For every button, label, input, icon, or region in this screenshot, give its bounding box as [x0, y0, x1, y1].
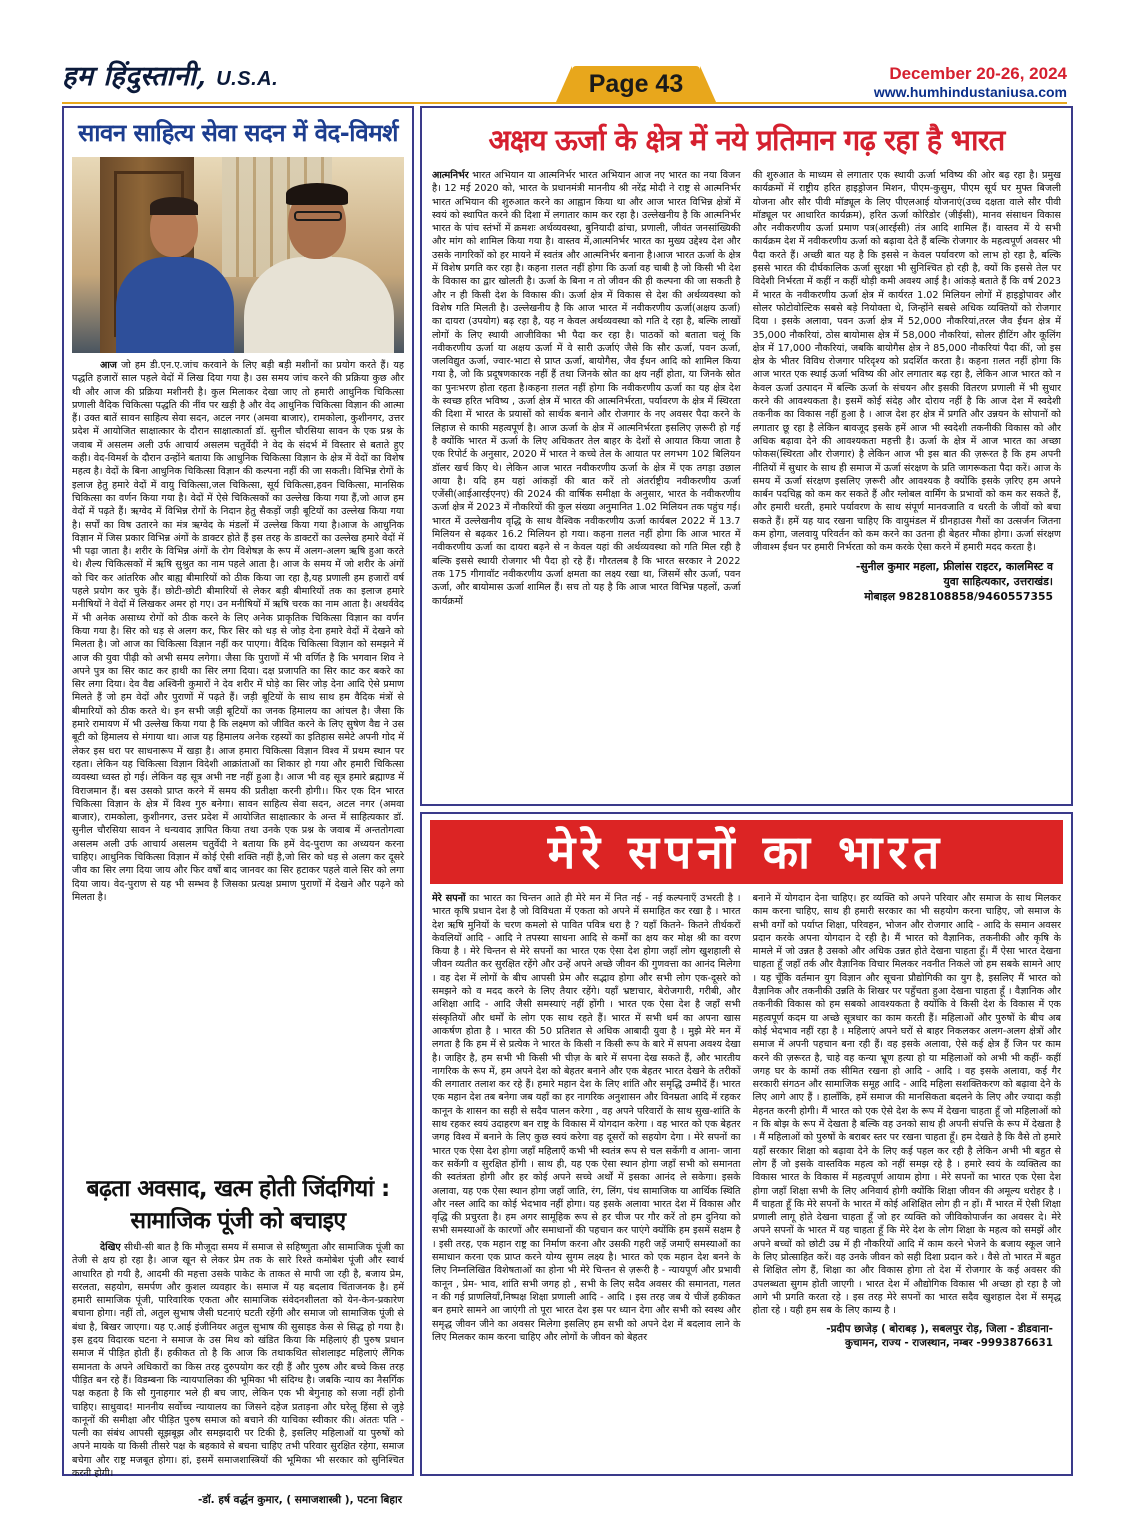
interview-photo: [72, 157, 404, 353]
issue-date: December 20-26, 2024: [889, 64, 1067, 83]
newspaper-name: हम हिंदुस्तानी,: [62, 61, 207, 92]
dream-india-article: [420, 812, 1073, 1476]
author-byline: [753, 559, 1062, 604]
article-headline-veda: सावन साहित्य सेवा सदन में वेद-विमर्श: [78, 119, 398, 147]
person-left-figure: [116, 199, 234, 353]
author-name-line: -प्रदीप छाजेड़ ( बोराबड़ ), सबलपुर रोड़, जिला - डीडवाना-: [826, 1322, 1053, 1335]
article-column-2: [753, 892, 1062, 1456]
person-right-figure: [244, 187, 394, 353]
article-column-1: [432, 892, 741, 1456]
article-columns: [422, 169, 1071, 769]
article-body-social-capital: [64, 1241, 412, 1487]
author-address-line: कुचामन, राज्य - राजस्थान, नम्बर -9993876631: [845, 1336, 1053, 1349]
article-body-veda: [64, 353, 412, 1165]
author-byline: -डॉ. हर्ष वर्द्धन कुमार, ( समाजशास्त्री ), पटना बिहार: [197, 1494, 402, 1506]
author-role-line: युवा साहित्यकार, उत्तराखंड।: [943, 574, 1053, 588]
left-column: [62, 106, 414, 1506]
article-columns: [422, 892, 1071, 1456]
article-text: की शुरुआत के माध्यम से लगातार एक स्थायी ऊर्जा भविष्य की ओर बढ़ रहा है। प्रमुख कार्यक्रमों में राष्ट्रीय हरित हाइड्रोजन मिशन, पीएम-कुसुम, पीएम सूर्य घर मुफ्त बिजली योजना और सौर पीवी मॉड्यूल के लिए पीएलआई योजनाएं(उच्च दक्षता वाले सौर पीवी मॉड्यूल पर आधारित कार्यक्रम), हरित ऊर्जा कोरिडोर (जीईसी), मानव संसाधन विकास और नवीकरणीय ऊर्जा प्रमाण पत्र(आरईसी) तंत्र आदि शामिल हैं। वास्तव में ये सभी कार्यक्रम देश में नवीकरणीय ऊर्जा को बढ़ावा देते हैं बल्कि रोजगार के महत्वपूर्ण अवसर भी पैदा करते हैं। अच्छी बात यह है कि इससे न केवल पर्यावरण को लाभ हो रहा है, बल्कि इससे भारत की दीर्घकालिक ऊर्जा सुरक्षा भी सुनिश्चित हो रही है, क्यों कि इससे तेल पर विदेशी निर्भरता में कहीं न कहीं थोड़ी कमी अवश्य आई है। आंकड़े बताते हैं कि वर्ष 2023 में भारत के नवीकरणीय ऊर्जा क्षेत्र में कार्यरत 1.02 मिलियन लोगों में हाइड्रोपावर और सोलर फोटोवोल्टिक सबसे बड़े नियोक्ता थे, जिन्होंने सबसे अधिक व्यक्तियों को रोजगार दिया । इसके अलावा, पवन ऊर्जा क्षेत्र में 52,000 नौकरियां,तरल जैव ईंधन क्षेत्र में 35,000 नौकरियां, ठोस बायोमास क्षेत्र में 58,000 नौकरियां, सोलर हीटिंग और कूलिंग क्षेत्र में 17,000 नौकरियां, जबकि बायोगैस क्षेत्र ने 85,000 नौकरियां पैदा कीं, जो इस क्षेत्र के भीतर विविध रोजगार परिदृश्य को प्रदर्शित करता है। कहना ग़लत नहीं होगा कि आज भारत एक स्थाई ऊर्जा भविष्य की ओर लगातार बढ़ रहा है, लेकिन आज भारत को न केवल ऊर्जा उत्पादन में बल्कि ऊर्जा के संचयन और इसकी वितरण प्रणाली में भी सुधार करने की आवश्यकता है। इसमें कोई संदेह और दोराय नहीं है कि आज देश में स्वदेशी तकनीक का विकास नहीं हुआ है । आज देश हर क्षेत्र में प्रगति और उन्नयन के सोपानों को लगातार छू रहा है लेकिन बावजूद इसके हमें आज भी स्वदेशी तकनीकी विकास को और अधिक बढ़ावा देने की आवश्यकता महत्ती है। ऊर्जा के क्षेत्र में आज भारत का अच्छा फोकस(स्थिरता और रोजगार) है लेकिन आज भी इस बात की ज़रूरत है कि हम अपनी नीतियों में सुधार के साथ ही समाज में ऊर्जा संरक्षण के प्रति जागरूकता पैदा करें। आज के समय में ऊर्जा संरक्षण इसलिए ज़रूरी और आवश्यक है क्योंकि इसके ज़रिए हम अपने कार्बन पदचिह्न को कम कर सकते हैं और ग्लोबल वार्मिंग के प्रभावों को कम कर सकते हैं, और हमारी धरती, हमारे पर्यावरण के साथ संपूर्ण मानवजाति व धरती के जीवों को बचा सकते हैं। हमें यह याद रखना चाहिए कि वायुमंडल में ग्रीनहाउस गैसों का उत्सर्जन जितना कम होगा, जलवायु परिवर्तन को कम करने का उतना ही बेहतर मौका होगा। ऊर्जा संरक्षण जीवाश्म ईंधन पर हमारी निर्भरता को कम करके ऐसा करने में हमारी मदद करता है।: [752, 170, 1061, 554]
article-lead-word: आत्मनिर्भर: [432, 170, 469, 181]
article-lead-word: आज: [100, 360, 117, 371]
article-banner-headline: मेरे सपनों का भारत: [430, 820, 1063, 884]
author-byline: [753, 1322, 1062, 1350]
article-lead-word: देखिए: [100, 1242, 121, 1253]
article-text: भारत अभियान या आत्मनिर्भर भारत अभियान आज नए भारत का नया विजन है। 12 मई 2020 को, भारत के प्रधानमंत्री माननीय श्री नरेंद्र मोदी ने राष्ट्र से आत्मनिर्भर भारत अभियान की शुरुआत करने का आह्वान किया था और आज भारत विभिन्न क्षेत्रों में स्वयं को स्थापित करने की दिशा में लगातार काम कर रहा है। उल्लेखनीय है कि आत्मनिर्भर भारत के पांच स्तंभों में क्रमशः अर्थव्यवस्था, बुनियादी ढांचा, प्रणाली, जीवंत जनसांख्यिकी और मांग को शामिल किया गया है। वास्तव में,आत्मनिर्भर भारत का मुख्य उद्देश्य देश और उसके नागरिकों को हर मायने में स्वतंत्र और आत्मनिर्भर बनाना है।आज भारत ऊर्जा के क्षेत्र में विशेष प्रगति कर रहा है। कहना ग़लत नहीं होगा कि ऊर्जा वह चाबी है जो किसी भी देश के विकास का द्वार खोलती है। ऊर्जा के बिना न तो जीवन की ही कल्पना की जा सकती है और न ही किसी देश के विकास की। ऊर्जा क्षेत्र में विकास से देश की अर्थव्यवस्था को विशेष गति मिलती है। उल्लेखनीय है कि आज भारत में नवीकरणीय ऊर्जा(अक्षय ऊर्जा) का दायरा (उपयोग) बढ़ रहा है, यह न केवल अर्थव्यवस्था को गति दे रहा है, बल्कि लाखों लोगों के लिए स्थायी आजीविका भी पैदा कर रहा है। पाठकों को बताता चलूं कि नवीकरणीय ऊर्जा या अक्षय ऊर्जा में वे सारी ऊर्जाएं जैसे कि सौर ऊर्जा, पवन ऊर्जा, जलविद्युत ऊर्जा, ज्वार-भाटा से प्राप्त ऊर्जा, बायोगैस, जैव ईंधन आदि को शामिल किया गया है, जो कि प्रदूषणकारक नहीं हैं तथा जिनके स्रोत का क्षय नहीं होता, या जिनके स्रोत का पुनःभरण होता रहता है।कहना ग़लत नहीं होगा कि नवीकरणीय ऊर्जा का यह क्षेत्र देश के स्वच्छ हरित भविष्य , ऊर्जा क्षेत्र में भारत की आत्मनिर्भरता, पर्यावरण के क्षेत्र में स्थिरता की दिशा में भारत के प्रयासों को सार्थक बनाने और रोजगार के नए अवसर पैदा करने के लिहाज से काफी महत्वपूर्ण है। आज ऊर्जा के क्षेत्र में आत्मनिर्भरता इसलिए ज़रूरी हो गई है क्योंकि भारत में ऊर्जा के लिए अधिकतर तेल बाहर के देशों से आयात किया जाता है एक रिपोर्ट के अनुसार, 2020 में भारत ने कच्चे तेल के आयात पर लगभग 102 बिलियन डॉलर खर्च किए थे। लेकिन आज भारत नवीकरणीय ऊर्जा के क्षेत्र में एक तगड़ा उछाल आया है। यदि हम यहां आंकड़ों की बात करें तो अंतर्राष्ट्रीय नवीकरणीय ऊर्जा एजेंसी(आईआरईएनए) की 2024 की वार्षिक समीक्षा के अनुसार, भारत के नवीकरणीय ऊर्जा क्षेत्र में 2023 में नौकरियों की कुल संख्या अनुमानित 1.02 मिलियन तक पहुंच गई। भारत में उल्लेखनीय वृद्धि के साथ वैश्विक नवीकरणीय ऊर्जा कार्यबल 2022 में 13.7 मिलियन से बढ़कर 16.2 मिलियन हो गया। कहना ग़लत नहीं होगा कि आज भारत में नवीकरणीय ऊर्जा का दायरा बढ़ने से न केवल यहां की अर्थव्यवस्था को गति मिल रही है बल्कि इससे स्थायी रोजगार भी पैदा हो रहे हैं। गौरतलब है कि भारत सरकार ने 2022 तक 175 गीगावॉट नवीकरणीय ऊर्जा क्षमता का लक्ष्य रखा था, जिसमें सौर ऊर्जा, पवन ऊर्जा, और बायोमास ऊर्जा शामिल हैं। सच तो यह है कि आज भारत विभिन्न पहलों, ऊर्जा कार्यक्रमों: [432, 170, 741, 607]
author-mobile-line: मोबाइल 9828108858/9460557355: [864, 589, 1053, 603]
article-column-2: [753, 169, 1062, 769]
renewable-energy-article: [420, 106, 1073, 806]
article-text: जो हम डी.एन.ए.जांच करवाने के लिए बड़ी बड़ी मशीनों का प्रयोग करते हैं। यह पद्धति हजारों साल पहले वेदों में लिख दिया गया है। उस समय जांच करने की प्रक्रिया कुछ और थी और आज की प्रक्रिया मशीनरी है। कुल मिलाकर देखा जाए तो हमारी आधुनिक चिकित्सा प्रणाली वैदिक चिकित्सा पद्धति की नींव पर खड़ी है और वेद आधुनिक चिकित्सा विज्ञान की आत्मा हैं। उक्त बातें सावन साहित्य सेवा सदन, अटल नगर (अमवा बाजार), रामकोला, कुशीनगर, उत्तर प्रदेश में आयोजित साक्षात्कार के दौरान साक्षात्कार्ता डॉ. सुनील चौरसिया सावन के एक प्रश्न के जवाब में असलम अली उर्फ आचार्य असलम चतुर्वेदी ने वेद के संदर्भ में विस्तार से बताते हुए कही। वेद-विमर्श के दौरान उन्होंने बताया कि आधुनिक चिकित्सा विज्ञान के क्षेत्र में वेदों का विशेष महत्व है। वेदों के बिना आधुनिक चिकित्सा विज्ञान की कल्पना नहीं की जा सकती। विभिन्न रोगों के इलाज हेतु हमारे वेदों में वायु चिकित्सा,जल चिकित्सा, सूर्य चिकित्सा,हवन चिकित्सा, मानसिक चिकित्सा का वर्णन किया गया है। वेदों में ऐसे चिकित्सकों का उल्लेख किया गया हैं,जो आज हम वेदों में पढ़ते हैं। ऋग्वेद में विभिन्न रोगों के निदान हेतु सैकड़ों जड़ी बूटियों का उल्लेख किया गया है। सर्पों का विष उतारने का मंत्र ऋग्वेद के मंडलों में उल्लेख किया गया है।आज के आधुनिक विज्ञान में जिस प्रकार विभिन्न अंगों के डाक्टर होते हैं इस तरह के डाक्टरों का उल्लेख हमारे वेदों में भी पढ़ा जाता है। शरीर के विभिन्न अंगों के रोग विशेषज्ञ के रूप में अलग-अलग ऋषि हुआ करते थे। शैल्य चिकित्सकों में ऋषि सुश्रुत का नाम पहले आता है। आज के समय में जो शरीर के अंगों को चिर कर आंतरिक और बाह्य बीमारियों को ठीक किया जा रहा है,यह प्रणाली हम हजारों वर्ष पहले प्रयोग कर चुके हैं। छोटी-छोटी बीमारियों से लेकर बड़ी बीमारियों तक का इलाज हमारे मनीषियों ने वेदों में लिखकर अमर हो गए। उन मनीषियों में ऋषि चरक का नाम आता है। अथर्ववेद में भी अनेक असाध्य रोगों को ठीक करने के लिए अनेक प्राकृतिक चिकित्सा विज्ञान का वर्णन किया गया है। सिर को धड़ से अलग कर, फिर सिर को धड़ से जोड़ देना हमारे वेदों में देखने को मिलता है। जो आज का चिकित्सा विज्ञान नहीं कर पाएगा। वैदिक चिकित्सा विज्ञान को समझने में आज की युवा पीढ़ी को अभी समय लगेगा। जैसा कि पुराणों में भी वर्णित है कि भगवान शिव ने अपने पुत्र का सिर काट कर हाथी का सिर लगा दिया। दक्ष प्रजापति का सिर काट कर बकरे का सिर लगा दिया। देव वैद्य अश्विनी कुमारों ने देव शरीर में घोड़े का सिर जोड़ देना आदि ऐसे प्रमाण मिलते हैं जो हम वेदों और पुराणों में पढ़ते हैं। जड़ी बूटियों के साथ साथ हम वैदिक मंत्रों से बीमारियों को ठीक करते थे। इन सभी जड़ी बूटियों का जनक हिमालय का आंचल है। जैसा कि हमारे रामायण में भी उल्लेख किया गया है कि लक्ष्मण को जीवित करने के लिए सुषेण वैद्य ने उस बूटी को हिमालय से मंगाया था। आज यह हिमालय अनेक रहस्यों का इतिहास समेटे अपनी गोद में लेकर इस धरा पर साधनारूप में खड़ा है। आज हमारा चिकित्सा विज्ञान विश्व में प्रथम स्थान पर रहता। लेकिन यह चिकित्सा विज्ञान विदेशी आक्रांताओं का शिकार हो गया और हमारी चिकित्सा व्यवस्था ध्वस्त हो गई। लेकिन वह सूत्र अभी नष्ट नहीं हुआ है। आज भी वह सूत्र हमारे ब्रह्माण्ड में विराजमान हैं। बस उसको प्राप्त करने में समय की प्रतीक्षा करनी होगी।। फिर एक दिन भारत चिकित्सा विज्ञान के क्षेत्र में विश्व गुरु बनेगा। सावन साहित्य सेवा सदन, अटल नगर (अमवा बाजार), रामकोला, कुशीनगर, उत्तर प्रदेश में आयोजित साक्षात्कार के अन्त में साहित्यकार डॉ. सुनील चौरसिया सावन ने धन्यवाद ज्ञापित किया तथा उनके एक प्रश्न के जवाब में अन्ततोगत्वा असलम अली उर्फ आचार्य असलम चतुर्वेदी ने बताया कि हमें वेद-पुराण का अध्ययन करना चाहिए। आधुनिक चिकित्सा विज्ञान में कोई ऐसी शक्ति नहीं है,जो सिर को धड़ से अलग कर दूसरे जीव का सिर लगा दिया जाय और फिर वर्षों बाद जानवर का सिर हटाकर पहले वाले सिर को लगा दिया जाय। वेद-पुराण से यह भी सम्भव है जिसका प्रत्यक्ष प्रमाण पुराणों में देखने और पढ़ने को मिलता है।: [72, 360, 404, 903]
page-number-badge: Page 43: [572, 66, 700, 102]
website-url[interactable]: www.humhindustaniusa.com: [873, 84, 1067, 100]
masthead: [0, 0, 1135, 100]
article-text: का भारत का चिन्तन आते ही मेरे मन में नित नई - नई कल्पनाएँ उभरती है । भारत कृषि प्रधान देश है जो विविधता में एकता को अपने में समाहित कर रखा है । भारत देश ऋषि मुनियों के चरण कमलो से पावित पवित्र धरा है ? यहाँ कितने- कितने तीर्थकरों केवलियों आदि - आदि ने तपस्या साधना आदि से कर्मों का क्षय कर मोक्ष श्री का वरण किया है । मेरे चिन्तन से मेरे सपनों का भारत एक ऐसा देश होगा जहाँ लोग खुशहाली से जीवन व्यतीत कर सुरक्षित रहेंगे और उन्हें अपने अच्छे जीवन की गुणवत्ता का आनंद मिलेगा । वह देश में लोगों के बीच आपसी प्रेम और सद्भाव होगा और सभी लोग एक-दूसरे को समझने को व मदद करने के लिए तैयार रहेंगे। यहाँ भ्रष्टाचार, बेरोजगारी, गरीबी, और अशिक्षा आदि - आदि जैसी समस्याएं नहीं होंगी । भारत एक ऐसा देश है जहाँ सभी संस्कृतियों और धर्मों के लोग एक साथ रहते हैं। भारत में सभी धर्म का अपना खास आकर्षण होता है । भारत की 50 प्रतिशत से अधिक आबादी युवा है । मुझे मेरे मन में लगता है कि हम में से प्रत्येक ने भारत के किसी न किसी रूप के बारे में सपना अवश्य देखा है। जाहिर है, हम सभी भी किसी भी चीज़ के बारे में सपना देख सकते हैं, और भारतीय नागरिक के रूप में, हम अपने देश को बेहतर बनाने और एक बेहतर भारत देखने के तरीकों की लगातार तलाश कर रहे हैं। हमारे महान देश के लिए शांति और समृद्धि उम्मीदें हैं। भारत एक महान देश तब बनेगा जब यहाँ का हर नागरिक अनुशासन और विनम्रता आदि में रहकर कानून के शासन का सही से सदैव पालन करेगा , वह अपने परिवारों के साथ सुख-शांति के साथ रहकर स्वयं उदाहरण बन राष्ट्र के विकास में योगदान करेगा । वह भारत को एक बेहतर जगह विश्व में बनाने के लिए कुछ स्वयं करेगा वह दूसरों को सहयोग देगा । मेरे सपनों का भारत एक ऐसा देश होगा जहाँ महिलाएँ कभी भी स्वतंत्र रूप से चल सकेंगी व आना- जाना कर सकेंगी व सुरक्षित होंगी । साथ ही, यह एक ऐसा स्थान होगा जहाँ सभी को समानता की स्वतंत्रता होगी और हर कोई अपने सच्चे अर्थों में इसका आनंद ले सकेगा। इसके अलावा, यह एक ऐसा स्थान होगा जहाँ जाति, रंग, लिंग, पंथ सामाजिक या आर्थिक स्थिति और नस्ल आदि का कोई भेदभाव नहीं होगा। यह इसके अलावा भारत देश में विकास और वृद्धि की प्रचुरता है। हम अगर सामूहिक रूप से हर चीज पर गौर करें तो हम दुनिया को सभी समस्याओं के कारणों और समाधानों की पहचान कर पाएंगे क्योंकि हम इसमें सक्षम है । इसी तरह, एक महान राष्ट्र का निर्माण करना और उसकी गहरी जड़ें जमाएँ समस्याओं का समाधान करना एक प्राप्त करने योग्य सुगम लक्ष्य है। भारत को एक महान देश बनने के लिए निम्नलिखित विशेषताओं का होना भी मेरे चिन्तन से ज़रूरी है - न्यायपूर्ण और प्रभावी कानून , प्रेम- भाव, शांति सभी जगह हो , सभी के लिए सदैव अवसर की समानता, गलत न की गई प्राणलियाँ,निष्पक्ष शिक्षा प्रणाली आदि - आदि । इस तरह जब ये चीजें हकीकत बन हमारे सामने आ जाएंगी तो पूरा भारत देश इस पर ध्यान देगा और सभी को स्वस्थ और समृद्ध जीवन जीने का अवसर मिलेगा इसलिए हम सभी को अपने देश में बदलाव लाने के लिए मिलकर काम करना चाहिए और लोगों के जीवन को बेहतर: [432, 893, 741, 1343]
article-column-1: [432, 169, 741, 769]
article-text: सीधी-सी बात है कि मौजूदा समय में समाज से सहिष्णुता और सामाजिक पूंजी का तेजी से क्षय हो रहा है। आज खून से लेकर प्रेम तक के सारे रिश्ते कमोबेश पूंजी और स्वार्थ आधारित हो गयी है, आदमी की महत्ता उसके पाकेट के ताकत से मापी जा रही है, बजाय प्रेम, सरलता, सहयोग, समर्पण और कुशल व्यवहार के। समाज में यह बदलाव चिंताजनक है। हमें हमारी सामाजिक पूंजी, पारिवारिक एकता और सामाजिक संवेदनशीलता को येन-केन-प्रकारेण बचाना होगा। नहीं तो, अतुल सुभाष जैसी घटनाएं घटती रहेंगी और समाज जो सामाजिक पूंजी से बंधा है, बिखर जाएगा। यह ए.आई इंजीनियर अतुल सुभाष की सुसाइड केस से सिद्ध हो गया है। इस हृदय विदारक घटना ने समाज के उस मिथ को खंडित किया कि महिलाएं ही पुरुष प्रधान समाज में पीड़ित होती हैं। हकीकत तो है कि आज कि तथाकथित सोशलाइट महिलाएं लैंगिक समानता के अपने अधिकारों का किस तरह दुरुपयोग कर रही हैं और पुरुष और बच्चे किस तरह पीड़ित बन रहे हैं। विडम्बना कि न्यायपालिका की भूमिका भी संदिग्ध है। जबकि न्याय का नैसर्गिक पक्ष कहता है कि सौ गुनाहगार भले ही बच जाए, लेकिन एक भी बेगुनाह को सजा नहीं होनी चाहिए। साधुवाद! माननीय सर्वोच्च न्यायालय का जिसने दहेज प्रताड़ना और घरेलू हिंसा से जुड़े कानूनों की समीक्षा और पीड़ित पुरुष समाज को बचाने की याचिका स्वीकार की। अंततः पति - पत्नी का संबंध आपसी सूझबूझ और समझदारी पर टिकी है, इसलिए महिलाओं या पुरुषों को अपने मायके या किसी तीसरे पक्ष के बहकावे से बचना चाहिए तभी परिवार सुरक्षित रहेगा, समाज बचेगा और राष्ट्र मजबूत होगा। हां, इसमें समाजशास्त्रियों की भूमिका भी सरकार को सुनिश्चित करनी होगी।: [72, 1242, 404, 1480]
header-divider: [62, 102, 1067, 104]
article-lead-word: मेरे सपनों: [432, 893, 466, 904]
newspaper-country: U.S.A.: [216, 68, 279, 90]
article-headline-energy: अक्षय ऊर्जा के क्षेत्र में नये प्रतिमान गढ़ रहा है भारत: [488, 123, 1005, 157]
newspaper-title: [62, 56, 278, 93]
author-name-line: -सुनील कुमार महला, फ्रीलांस राइटर, कालमिस्ट व: [855, 559, 1053, 573]
article-headline-social-capital: बढ़ता अवसाद, खत्म होती जिंदगियां : सामाजिक पूंजी को बचाइए: [86, 1176, 390, 1234]
article-text: बनाने में योगदान देना चाहिए। हर व्यक्ति को अपने परिवार और समाज के साथ मिलकर काम करना चाहिए, साथ ही हमारी सरकार का भी सहयोग करना चाहिए, जो समाज के सभी वर्गों को पर्याप्त शिक्षा, परिवहन, भोजन और रोजगार आदि - आदि के समान अवसर प्रदान करके अपना योगदान दे रही है। मैं भारत को वैज्ञानिक, तकनीकी और कृषि के मामले में जो उन्नत है उसको और अधिक उन्नत होते देखना चाहता हूँ। मैं ऐसा भारत देखना चाहता हूँ जहाँ तर्क और वैज्ञानिक विचार मिलकर नवनीत निकले जो हम सबके सामने आए । यह चूँकि वर्तमान युग विज्ञान और सूचना प्रौद्योगिकी का युग है, इसलिए मैं भारत को वैज्ञानिक और तकनीकी उन्नति के शिखर पर पहुँचता हुआ देखना चाहता हूँ । वैज्ञानिक और तकनीकी विकास को हम सबको आवश्यकता है क्योंकि वे किसी देश के विकास में एक महत्वपूर्ण कदम या अच्छे सूत्रधार का काम करती हैं। महिलाओं और पुरुषों के बीच अब कोई भेदभाव नहीं रहा है । महिलाएं अपने घरों से बाहर निकलकर अलग-अलग क्षेत्रों और समाज में अपनी पहचान बना रही हैं। वह इसके अलावा, ऐसे कई क्षेत्र हैं जिन पर काम करने की ज़रूरत है, चाहे वह कन्या भ्रूण हत्या हो या महिलाओं को अभी भी कहीं- कहीं जगह घर के कामों तक सीमित रखना हो आदि - आदि । वह इसके अलावा, कई गैर सरकारी संगठन और सामाजिक समूह आदि - आदि महिला सशक्तिकरण को बढ़ावा देने के लिए आगे आए हैं । हालाँकि, हमें समाज की मानसिकता बदलने के लिए और ज्यादा कड़ी मेहनत करनी होगी। मैं भारत को एक ऐसे देश के रूप में देखना चाहता हूँ जो महिलाओं को न कि बोझ के रूप में देखता है बल्कि वह उनको साथ ही अपनी संपत्ति के रूप में देखता है । मैं महिलाओं को पुरुषों के बराबर स्तर पर रखना चाहता हूँ। हम देखते है कि वैसे तो हमारे यहाँ सरकार शिक्षा को बढ़ावा देने के लिए कई पहल कर रही है लेकिन अभी भी बहुत से लोग हैं जो इसके वास्तविक महत्व को नहीं समझ रहे है । हमारे स्वयं के व्यक्तित्व का विकास भारत के विकास में महत्वपूर्ण आयाम होगा । मेरे सपनों का भारत एक ऐसा देश होगा जहाँ शिक्षा सभी के लिए अनिवार्य होगी क्योंकि शिक्षा जीवन की अमूल्य धरोहर है । मैं चाहता हूँ कि मेरे सपनों के भारत में कोई अशिक्षित लोग ही न हों। मैं भारत में ऐसी शिक्षा प्रणाली लागू होते देखना चाहता हूँ जो हर व्यक्ति को जीविकोपार्जन का अवसर दे। मेरे अपने सपनों के भारत में यह चाहता हूँ कि मेरे देश के लोग शिक्षा के महत्व को समझें और अपने बच्चों को छोटी उम्र में ही नौकरियों आदि में काम करने भेजने के बजाय स्कूल जाने के लिए प्रोत्साहित करें। वह उनके जीवन को सही दिशा प्रदान करे । वैसे तो भारत में बहुत से शिक्षित लोग हैं, शिक्षा का और विकास होगा तो देश में रोजगार के कई अवसर की उपलब्धता सुगम होती जाएगी । भारत देश में औद्योगिक विकास भी अच्छा हो रहा है जो आगे भी प्रगति करता रहे । इस तरह मेरे सपनों का भारत सदैव खुशहाल देश में समृद्ध होता रहे । यही हम सब के लिए काम्य है ।: [752, 893, 1061, 1317]
